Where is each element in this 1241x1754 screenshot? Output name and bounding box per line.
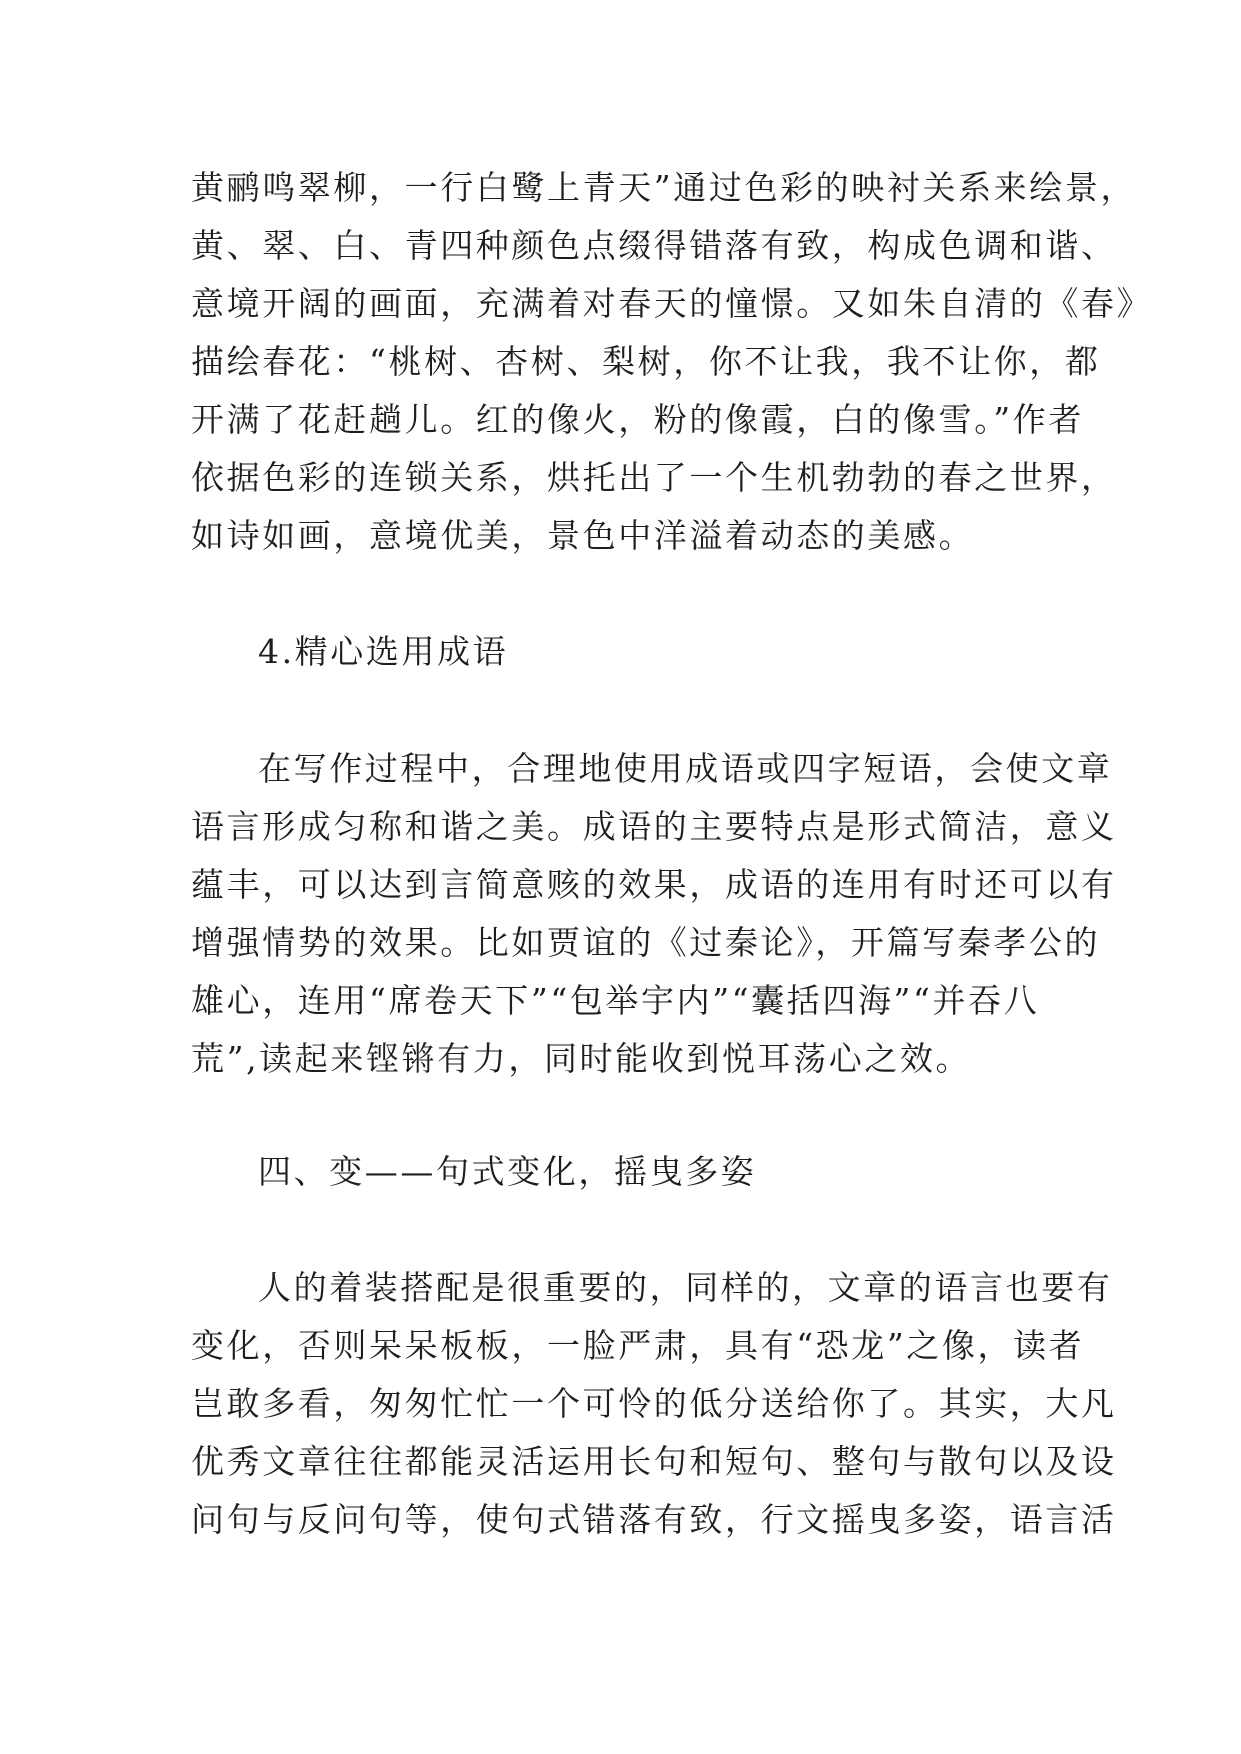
- paragraph-line: 人的着装搭配是很重要的，同样的，文章的语言也要有: [258, 1268, 1113, 1307]
- paragraph-line: 在写作过程中，合理地使用成语或四字短语，会使文章: [258, 749, 1113, 788]
- paragraph-color-imagery: [191, 159, 1153, 565]
- section-heading-idioms: 4.精心选用成语: [258, 632, 509, 671]
- paragraph-line: 变化，否则呆呆板板，一脸严肃，具有“恐龙”之像，读者: [191, 1326, 1085, 1365]
- paragraph-line: 荒”,读起来铿锵有力，同时能收到悦耳荡心之效。: [191, 1039, 972, 1078]
- paragraph-line: 语言形成匀称和谐之美。成语的主要特点是形式简洁，意义: [191, 807, 1117, 846]
- paragraph-line: 依据色彩的连锁关系，烘托出了一个生机勃勃的春之世界，: [191, 458, 1117, 497]
- paragraph-line: 意境开阔的画面，充满着对春天的憧憬。又如朱自清的《春》: [191, 284, 1153, 323]
- paragraph-line: 雄心，连用“席卷天下”“包举宇内”“囊括四海”“并吞八: [191, 981, 1040, 1020]
- section-heading-sentence-variation: 四、变——句式变化，摇曳多姿: [258, 1152, 757, 1191]
- paragraph-line: 描绘春花：“桃树、杏树、梨树，你不让我，我不让你，都: [191, 342, 1101, 381]
- paragraph-line: 岂敢多看，匆匆忙忙一个可怜的低分送给你了。其实，大凡: [191, 1384, 1117, 1423]
- paragraph-line: 蕴丰，可以达到言简意赅的效果，成语的连用有时还可以有: [191, 865, 1117, 904]
- paragraph-line: 问句与反问句等，使句式错落有致，行文摇曳多姿，语言活: [191, 1500, 1117, 1539]
- paragraph-line: 开满了花赶趟儿。红的像火，粉的像霞，白的像雪。”作者: [191, 400, 1084, 439]
- paragraph-line: 优秀文章往往都能灵活运用长句和短句、整句与散句以及设: [191, 1442, 1117, 1481]
- paragraph-idioms: [191, 740, 1117, 1088]
- paragraph-line: 如诗如画，意境优美，景色中洋溢着动态的美感。: [191, 516, 975, 555]
- paragraph-line: 黄鹂鸣翠柳，一行白鹭上青天”通过色彩的映衬关系来绘景，: [191, 168, 1137, 207]
- paragraph-sentence-variation: [191, 1259, 1117, 1549]
- paragraph-line: 增强情势的效果。比如贾谊的《过秦论》，开篇写秦孝公的: [191, 923, 1101, 962]
- paragraph-line: 黄、翠、白、青四种颜色点缀得错落有致，构成色调和谐、: [191, 226, 1117, 265]
